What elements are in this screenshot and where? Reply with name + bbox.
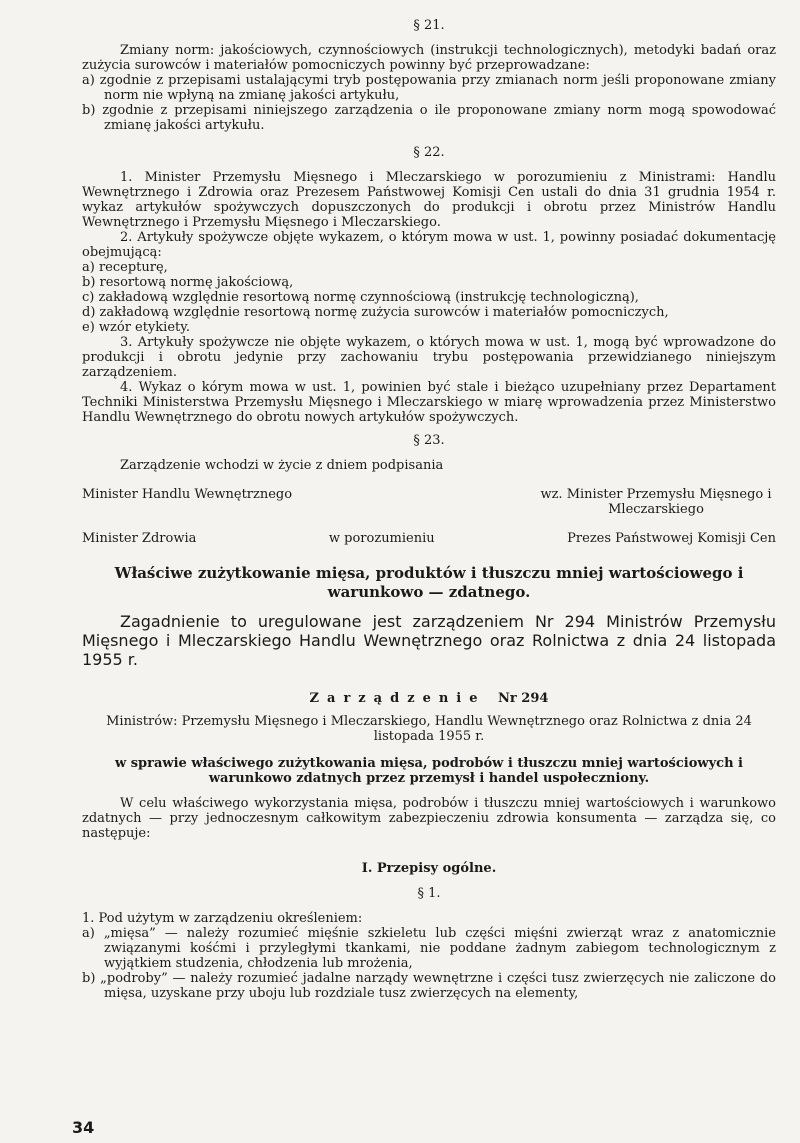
section-22-p3: 3. Artykuły spożywcze nie objęte wykazem, o których mowa w ust. 1, mogą być wprowadzone do produkcji i obrotu jedynie przy zachowaniu trybu postępowania przewidzianego niniejszym zarządzeniem. <box>82 335 776 380</box>
ordinance-subject: w sprawie właściwego zużytkowania mięsa, podrobów i tłuszczu mniej wartościowych i warunkowo zdatnych przez przemysł i handel uspołeczniony. <box>115 756 743 786</box>
section-1-intro: 1. Pod użytym w zarządzeniu określeniem: <box>82 911 363 926</box>
ordinance-ministers: Ministrów: Przemysłu Mięsnego i Mleczarskiego, Handlu Wewnętrznego oraz Rolnictwa z dnia 24 listopada 1955 r. <box>106 714 752 744</box>
list-item: b) zgodnie z przepisami niniejszego zarządzenia o ile proponowane zmiany norm mogą spowodować zmianę jakości artykułu. <box>82 103 776 133</box>
page-number: 34 <box>72 1118 95 1137</box>
ordinance-word: Zarządzenie <box>309 691 486 706</box>
list-item: d) zakładową względnie resortową normę zużycia surowców i materiałów pomocniczych, <box>82 305 669 320</box>
list-item: b) „podroby” — należy rozumieć jadalne narządy wewnętrzne i części tusz zwierzęcych nie zaliczone do mięsa, uzyskane przy uboju lub rozdziale tusz zwierzęcych na elementy, <box>82 971 776 1001</box>
section-23-heading: § 23. <box>413 433 445 448</box>
section-title: Właściwe zużytkowanie mięsa, produktów i tłuszczu mniej wartościowego i warunkowo — zdatnego. <box>114 564 744 601</box>
list-item: a) zgodnie z przepisami ustalającymi tryb postępowania przy zmianach norm jeśli proponowane zmiany norm nie wpłyną na zmianę jakości artykułu, <box>82 73 776 103</box>
signature-left: Minister Handlu Wewnętrznego <box>82 487 293 502</box>
section-22-list <box>82 260 776 335</box>
ordinance-preamble: W celu właściwego wykorzystania mięsa, podrobów i tłuszczu mniej wartościowych i warunkowo zdatnych — przy jednoczesnym całkowitym zabezpieczeniu zdrowia konsumenta — zarządza się, co następuje: <box>82 796 776 841</box>
list-item: c) zakładową względnie resortową normę czynnościową (instrukcję technologiczną), <box>82 290 639 305</box>
section-1-heading: § 1. <box>417 886 441 901</box>
ordinance-number: Nr 294 <box>498 691 549 706</box>
section-22-p2: 2. Artykuły spożywcze objęte wykazem, o którym mowa w ust. 1, powinny posiadać dokumentację obejmującą: <box>82 230 776 260</box>
chapter-heading: I. Przepisy ogólne. <box>361 861 497 876</box>
section-21-heading: § 21. <box>413 18 445 33</box>
section-22-heading: § 22. <box>413 145 445 160</box>
section-1-list <box>82 926 776 1001</box>
section-21-list <box>82 73 776 133</box>
signature-agreement: w porozumieniu <box>328 531 435 546</box>
list-item: a) recepturę, <box>82 260 168 275</box>
list-item: a) „mięsa” — należy rozumieć mięśnie szkieletu lub części mięśni zwierząt wraz z anatomicznie związanymi kośćmi i przyległymi tkankami, nie poddane żadnym zabiegom technologicznym z wyjątkiem studzenia, chłodzenia lub mrożenia, <box>82 926 776 971</box>
signature-right: wz. Minister Przemysłu Mięsnego i Mleczarskiego <box>540 487 772 517</box>
section-22-p1: 1. Minister Przemysłu Mięsnego i Mleczarskiego w porozumieniu z Ministrami: Handlu Wewnętrznego i Zdrowia oraz Prezesem Państwowej Komisji Cen ustali do dnia 31 grudnia 1954 r. wykaz artykułów spożywczych dopuszczonych do produkcji i obrotu przez Ministrów Handlu Wewnętrznego i Przemysłu Mięsnego i Mleczarskiego. <box>82 170 776 230</box>
section-21-intro: Zmiany norm: jakościowych, czynnościowych (instrukcji technologicznych), metodyki badań oraz zużycia surowców i materiałów pomocniczych powinny być przeprowadzane: <box>82 43 776 73</box>
section-intro: Zagadnienie to uregulowane jest zarządzeniem Nr 294 Ministrów Przemysłu Mięsnego i Mleczarskiego Handlu Wewnętrznego oraz Rolnictwa z dnia 24 listopada 1955 r. <box>82 612 776 669</box>
ordinance-heading <box>82 691 776 706</box>
list-item: b) resortową normę jakościową, <box>82 275 294 290</box>
signature-row-1 <box>82 487 776 517</box>
signature-row-2 <box>82 531 776 546</box>
signature-price-commission: Prezes Państwowej Komisji Cen <box>567 531 776 546</box>
section-22-p4: 4. Wykaz o kórym mowa w ust. 1, powinien być stale i bieżąco uzupełniany przez Departament Techniki Ministerstwa Przemysłu Mięsnego i Mleczarskiego w miarę wprowadzenia przez Ministerstwo Handlu Wewnętrznego do obrotu nowych artykułów spożywczych. <box>82 380 776 425</box>
list-item: e) wzór etykiety. <box>82 320 191 335</box>
section-23-text: Zarządzenie wchodzi w życie z dniem podpisania <box>120 458 444 473</box>
signature-health-minister: Minister Zdrowia <box>82 531 197 546</box>
